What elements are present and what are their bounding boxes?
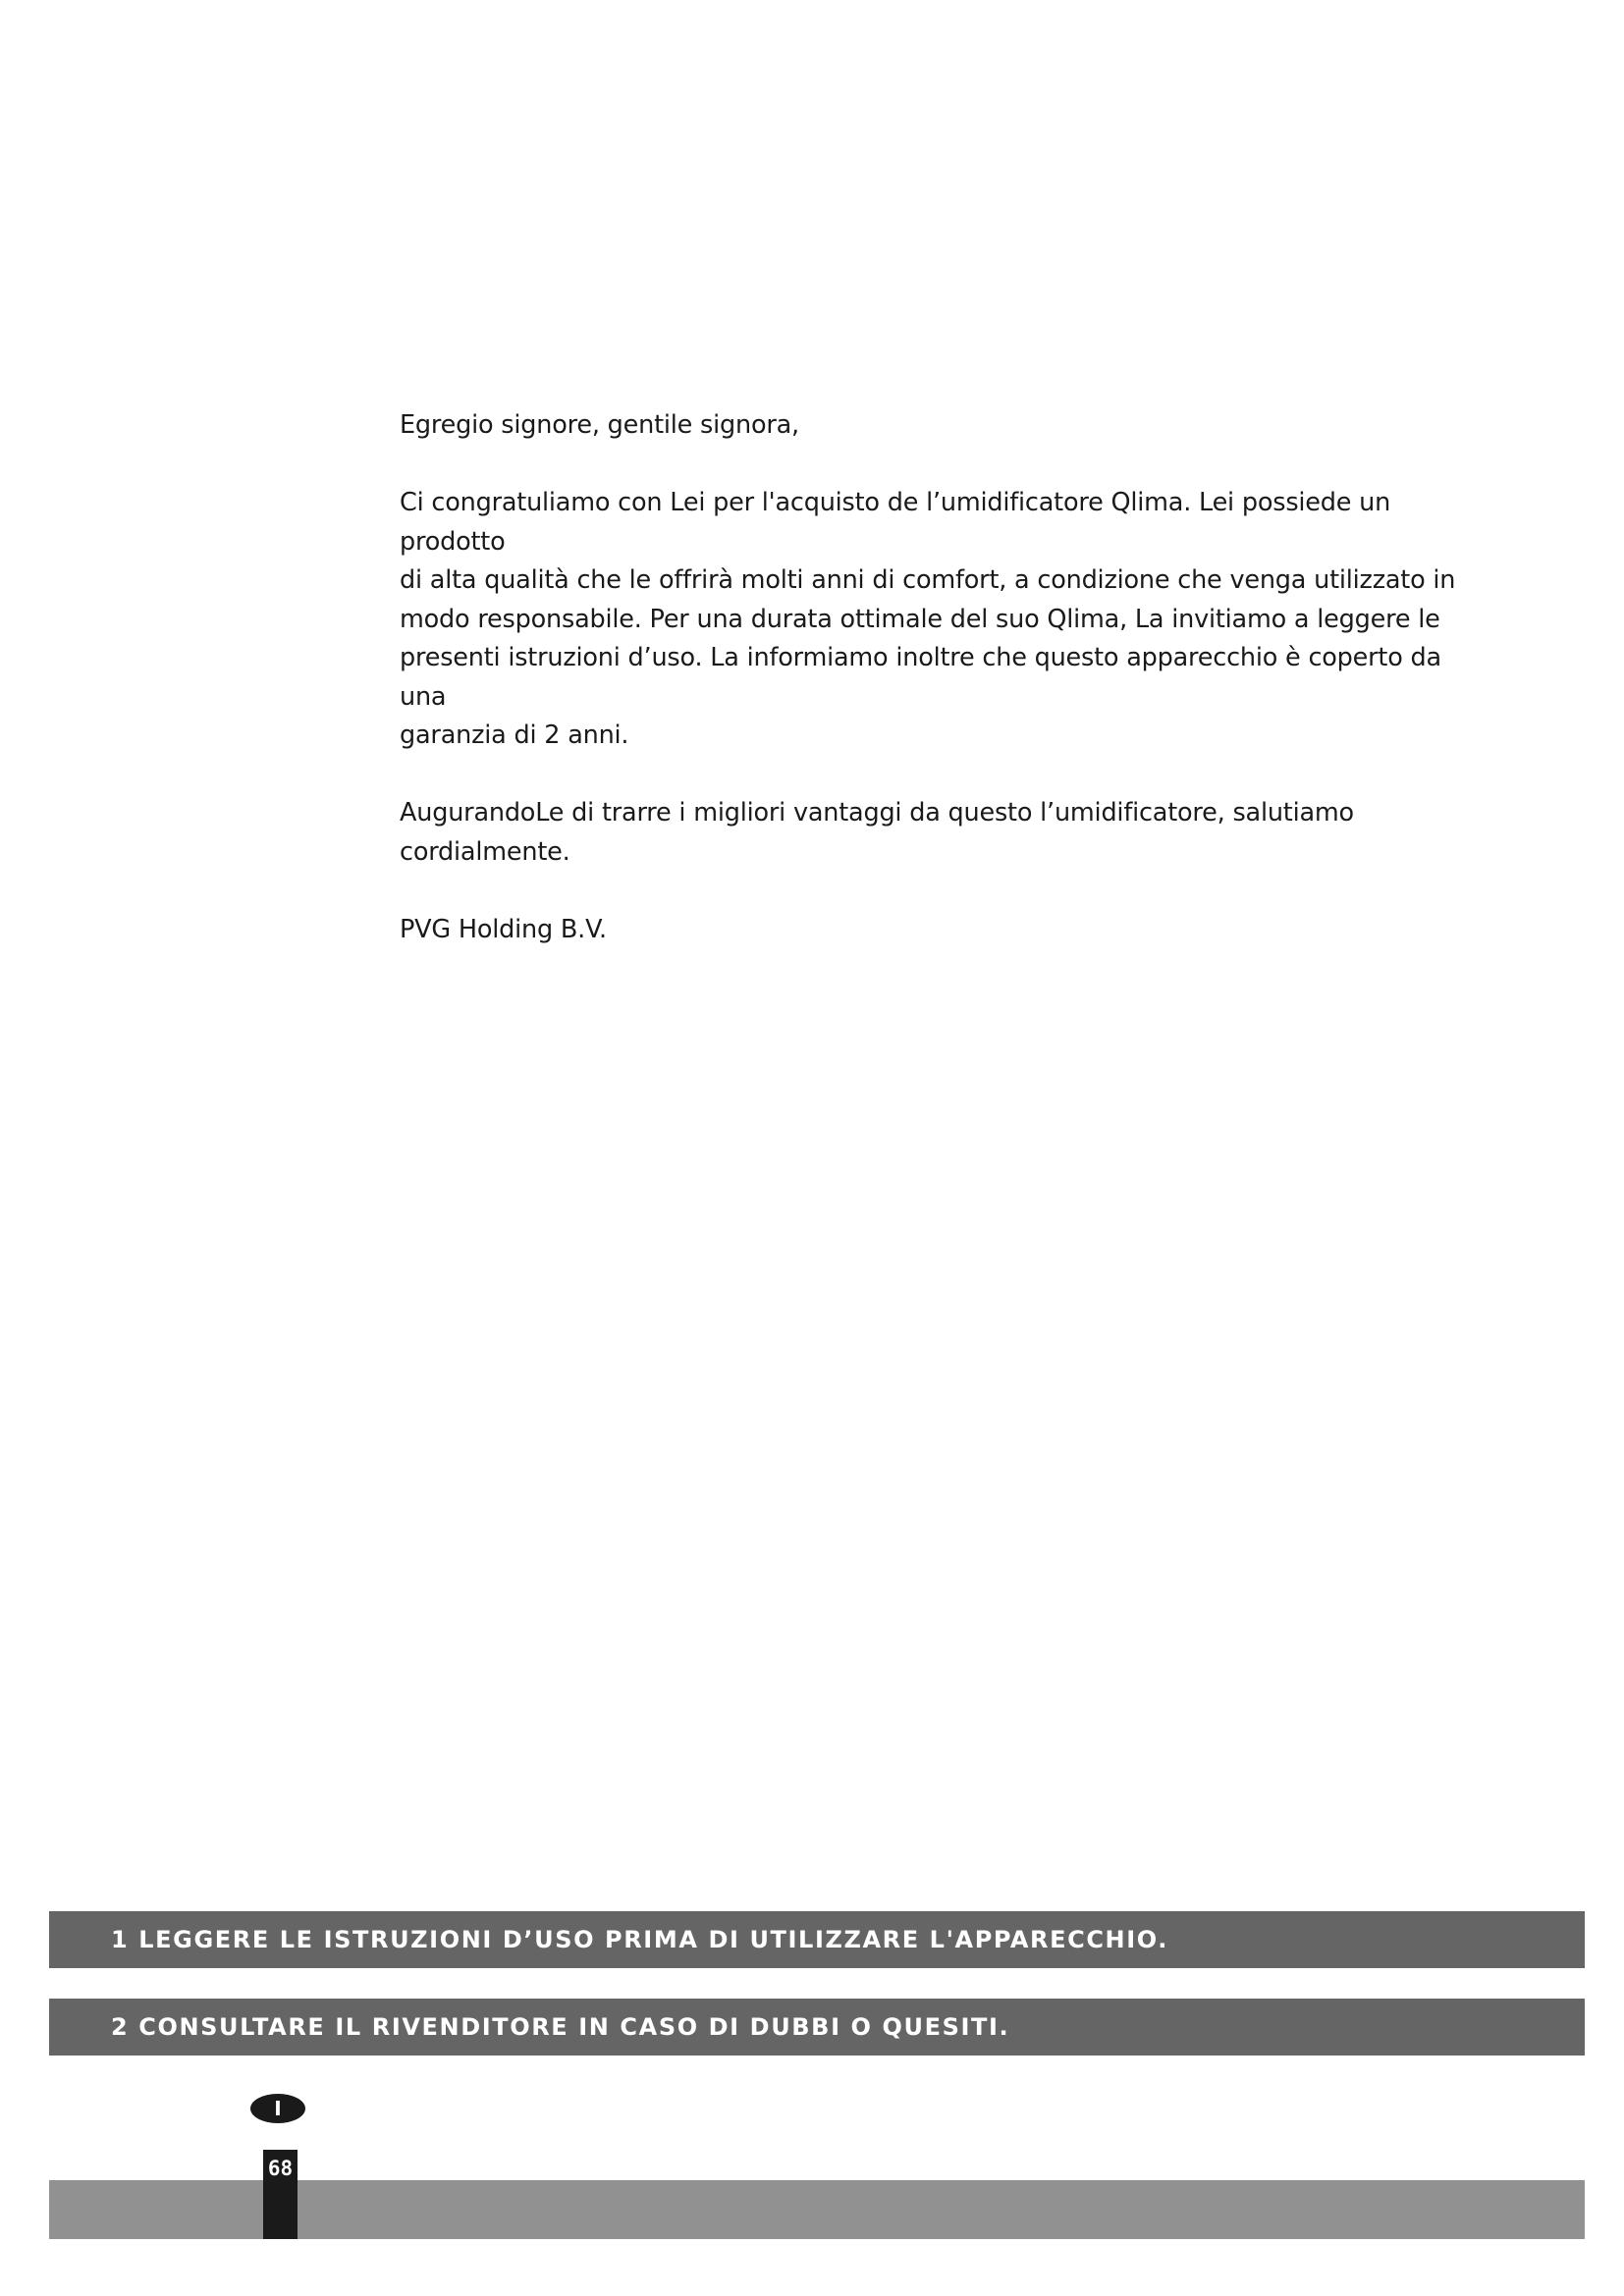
signature: PVG Holding B.V. <box>400 914 607 944</box>
page-number: 68 <box>263 2150 298 2239</box>
letter-paragraph-closing: AugurandoLe di trarre i migliori vantaggi da questo l’umidificatore, salutiamo cordialmente. <box>400 798 1354 867</box>
instruction-banner-2: 2 CONSULTARE IL RIVENDITORE IN CASO DI DUBBI O QUESITI. <box>49 1999 1585 2056</box>
letter-body <box>400 406 1460 988</box>
salutation: Egregio signore, gentile signora, <box>400 410 799 440</box>
letter-paragraph-intro: Ci congratuliamo con Lei per l'acquisto de l’umidificatore Qlima. Lei possiede un prodotto di alta qualità che le offrirà molti anni di comfort, a condizione che venga utilizzato in modo responsabile. Per una durata ottimale del suo Qlima, La invitiamo a leggere le presenti istruzioni d’uso. La informiamo inoltre che questo apparecchio è coperto da una garanzia di 2 anni. <box>400 488 1456 750</box>
instruction-banner-1: 1 LEGGERE LE ISTRUZIONI D’USO PRIMA DI UTILIZZARE L'APPARECCHIO. <box>49 1911 1585 1968</box>
language-badge: I <box>250 2094 305 2123</box>
